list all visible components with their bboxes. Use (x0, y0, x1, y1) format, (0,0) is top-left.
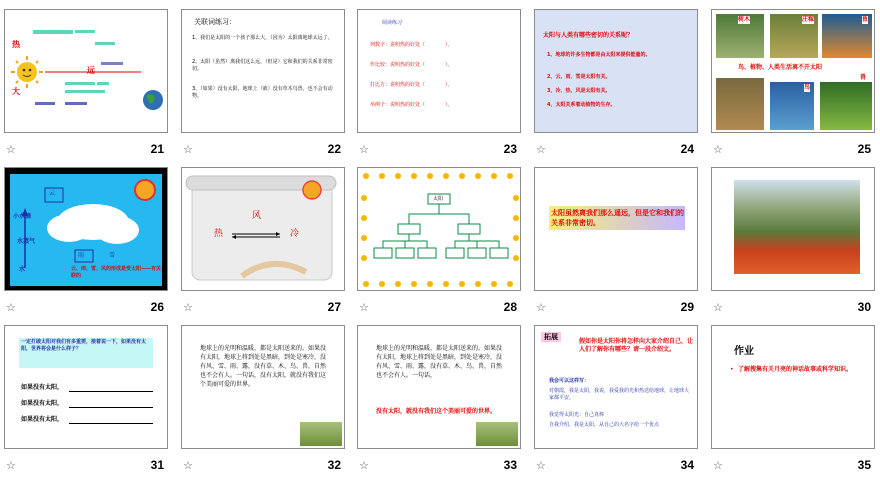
slide-thumb-27[interactable] (181, 167, 345, 317)
slide-24-transition-icon: ☆ (536, 143, 546, 156)
slide-25-label-crop: 庄稼 (802, 16, 815, 23)
slide-23-line-2: 作比较：说明热的好处（ ）。 (370, 62, 453, 68)
slide-22-line-3: 3、（如果）没有太阳，地球上（就）没有草木鸟兽，也不会有动物。 (192, 86, 333, 99)
slide-21-number: 21 (150, 142, 164, 156)
slide-21-label-big: 大 (12, 87, 20, 96)
slide-23-line-1: 列数字：说明热的好处（ ）。 (370, 42, 453, 48)
slide-25[interactable] (711, 9, 875, 133)
slide-25-caption: 鸟、植物、人类生活离不开太阳 (738, 64, 868, 72)
slide-23-number: 23 (503, 142, 517, 156)
slide-31-number: 31 (150, 458, 164, 472)
slide-26-label-cloud: 云 (49, 190, 56, 197)
slide-24-line-1: 1、地球的许多生物都是由太阳来提供能量的。 (547, 52, 651, 58)
slide-34-title: 假如你是太阳你将怎样向大家介绍自己，让人们了解你有哪些？请一段介绍文。 (579, 338, 694, 353)
slide-26-transition-icon: ☆ (6, 301, 16, 314)
slide-29-number: 29 (680, 300, 694, 314)
slide-25-label-bird: 鸟 (804, 84, 811, 91)
slide-33-text: 地球上的光明和温暖，都是太阳送来的。如果没有太阳，地球上将到处是黑暗，到处是寒冷，没有风、雪、雨、露，没有草、木、鸟、兽，自然也不会有人。一句话， (376, 345, 503, 379)
slide-thumb-21[interactable] (4, 9, 168, 159)
slide-31-blank-2 (69, 407, 153, 408)
slide-26-label-snow: 雪 (109, 252, 116, 259)
slide-23[interactable] (357, 9, 521, 133)
slide-28-transition-icon: ☆ (359, 301, 369, 314)
slide-26-caption: 云、雨、雪、风的形成是受太阳——有关联的 (71, 266, 162, 279)
slide-27-label-cold: 冷 (290, 229, 300, 239)
slide-27-scroll-art (182, 168, 345, 291)
slide-34-transition-icon: ☆ (536, 459, 546, 472)
slide-34-tag: 拓展 (541, 332, 561, 342)
slide-34-number: 34 (680, 458, 694, 472)
slide-22-line-2: 2、太阳（虽然）离我们这么远，（但是）它和我们的关系非常密切。 (192, 59, 333, 72)
slide-21-label-far: 远 (87, 66, 95, 75)
slide-24-line-4: 4、太阳关系着动植物的生存。 (547, 102, 616, 108)
slide-thumb-24[interactable] (534, 9, 698, 159)
slide-26[interactable] (4, 167, 168, 291)
slide-26-label-water: 水 (19, 266, 26, 273)
slide-34-line-3: 自我介绍，我是太阳，从自己的大名字给一个优点 (549, 422, 660, 428)
slide-32-text: 地球上的光明和温暖，都是太阳送来的。如果没有太阳，地球上将到处是黑暗，到处是寒冷，没有风、雪、雨、露，没有草、木、鸟、兽，自然也不会有人。一句话，没有太阳，就没有我们这个美丽可爱的世界。 (200, 345, 327, 388)
slide-33-transition-icon: ☆ (359, 459, 369, 472)
slide-35-number: 35 (857, 458, 871, 472)
slide-31-line-2: 如果没有太阳， (21, 400, 64, 407)
slide-35-bullet: • (730, 366, 734, 373)
slide-24-title: 太阳与人类有哪些密切的关系呢？ (543, 32, 634, 39)
slide-27-number: 27 (327, 300, 341, 314)
slide-thumb-28[interactable] (357, 167, 521, 317)
slide-35-title: 作业 (734, 346, 754, 357)
slide-22[interactable] (181, 9, 345, 133)
slide-28-number: 28 (503, 300, 517, 314)
slide-33-number: 33 (503, 458, 517, 472)
slide-21-transition-icon: ☆ (6, 143, 16, 156)
slide-thumb-31[interactable] (4, 325, 168, 475)
slide-25-label-beast: 兽 (860, 74, 867, 81)
slide-24[interactable] (534, 9, 698, 133)
slide-24-line-2: 2、云、雨、雪是太阳有关。 (547, 74, 611, 80)
slide-35-line-1: 了解搜集有关月亮的神话故事或科学知识。 (738, 366, 853, 373)
slide-32-transition-icon: ☆ (183, 459, 193, 472)
slide-31-transition-icon: ☆ (6, 459, 16, 472)
slide-27-label-wind: 风 (252, 211, 262, 221)
slide-thumb-26[interactable] (4, 167, 168, 317)
slide-32[interactable] (181, 325, 345, 449)
slide-21-label-hot: 热 (12, 40, 20, 49)
slide-26-number: 26 (150, 300, 164, 314)
slide-33[interactable] (357, 325, 521, 449)
slide-35-transition-icon: ☆ (713, 459, 723, 472)
slide-31-question: 一定打破太阳对我们有多重要，接着说一下，如果没有太阳，世界将会是什么样子？ (21, 339, 147, 352)
slide-31-blank-1 (69, 391, 153, 392)
slide-24-line-3: 3、冷、热、风是太阳有关。 (547, 88, 611, 94)
slide-28-diagram (358, 168, 521, 291)
slide-30-number: 30 (857, 300, 871, 314)
slide-24-number: 24 (680, 142, 694, 156)
slide-22-title: 关联词练习： (194, 18, 236, 26)
slide-23-line-3: 打比方：说明热的好处（ ）。 (370, 82, 453, 88)
slide-25-label-fish: 鱼 (862, 16, 869, 23)
slide-27[interactable] (181, 167, 345, 291)
slide-31-line-1: 如果没有太阳， (21, 384, 64, 391)
slide-28[interactable] (357, 167, 521, 291)
slide-23-title: 阅读练习 (382, 20, 403, 26)
slide-26-label-vapor: 水蒸气 (17, 238, 36, 245)
slide-32-butterfly-photo (300, 422, 342, 446)
slide-34-sub: 我会可以这样写： (549, 378, 590, 384)
slide-22-number: 22 (327, 142, 341, 156)
slide-25-label-tree: 树木 (738, 16, 751, 23)
slide-30[interactable] (711, 167, 875, 291)
slide-25-animal-photo (716, 78, 764, 130)
slide-thumb-35[interactable] (711, 325, 875, 475)
slide-22-transition-icon: ☆ (183, 143, 193, 156)
slide-23-transition-icon: ☆ (359, 143, 369, 156)
slide-30-transition-icon: ☆ (713, 301, 723, 314)
slide-thumb-34[interactable] (534, 325, 698, 475)
slide-35[interactable] (711, 325, 875, 449)
slide-31-line-3: 如果没有太阳， (21, 416, 64, 423)
slide-25-number: 25 (857, 142, 871, 156)
slide-27-transition-icon: ☆ (183, 301, 193, 314)
slide-28-root-label: 太阳 (433, 196, 444, 202)
slide-23-line-4: 举例子：说明热的好处（ ）。 (370, 102, 453, 108)
slide-34-line-2: 我觉得太阳光：自己真棒 (549, 412, 605, 418)
slide-thumb-22[interactable] (181, 9, 345, 159)
slide-thumb-29[interactable] (534, 167, 698, 317)
slide-33-butterfly-photo (476, 422, 518, 446)
slide-31-blank-3 (69, 423, 153, 424)
slide-29[interactable] (534, 167, 698, 291)
slide-34[interactable] (534, 325, 698, 449)
slide-30-landscape-photo (734, 180, 860, 274)
slide-31[interactable] (4, 325, 168, 449)
slide-33-highlight: 没有太阳，就没有我们这个美丽可爱的世界。 (376, 408, 497, 415)
slide-thumb-33[interactable] (357, 325, 521, 475)
slide-34-line-1: 对朝霞，我是太阳，我说，我爱我的光和热送给地球，让地球大家都平安。 (549, 388, 690, 401)
slide-thumb-30[interactable] (711, 167, 875, 317)
slide-25-caterpillar-photo (820, 82, 872, 130)
slide-25-transition-icon: ☆ (713, 143, 723, 156)
slide-thumb-23[interactable] (357, 9, 521, 159)
slide-29-text: 太阳虽然离我们那么遥远，但是它和我们的关系非常密切。 (551, 209, 684, 227)
slide-21[interactable] (4, 9, 168, 133)
slide-thumb-25[interactable] (711, 9, 875, 159)
slide-22-line-1: 1、我们是太阳的一个孩子那么大，（因为）太阳离地球太远了。 (192, 35, 333, 41)
slide-29-transition-icon: ☆ (536, 301, 546, 314)
slide-26-label-droplet: 小水滴 (13, 213, 32, 220)
slide-27-label-hot: 热 (214, 229, 224, 239)
slide-26-label-rain: 雨 (78, 252, 85, 259)
slide-32-number: 32 (327, 458, 341, 472)
slide-thumb-32[interactable] (181, 325, 345, 475)
